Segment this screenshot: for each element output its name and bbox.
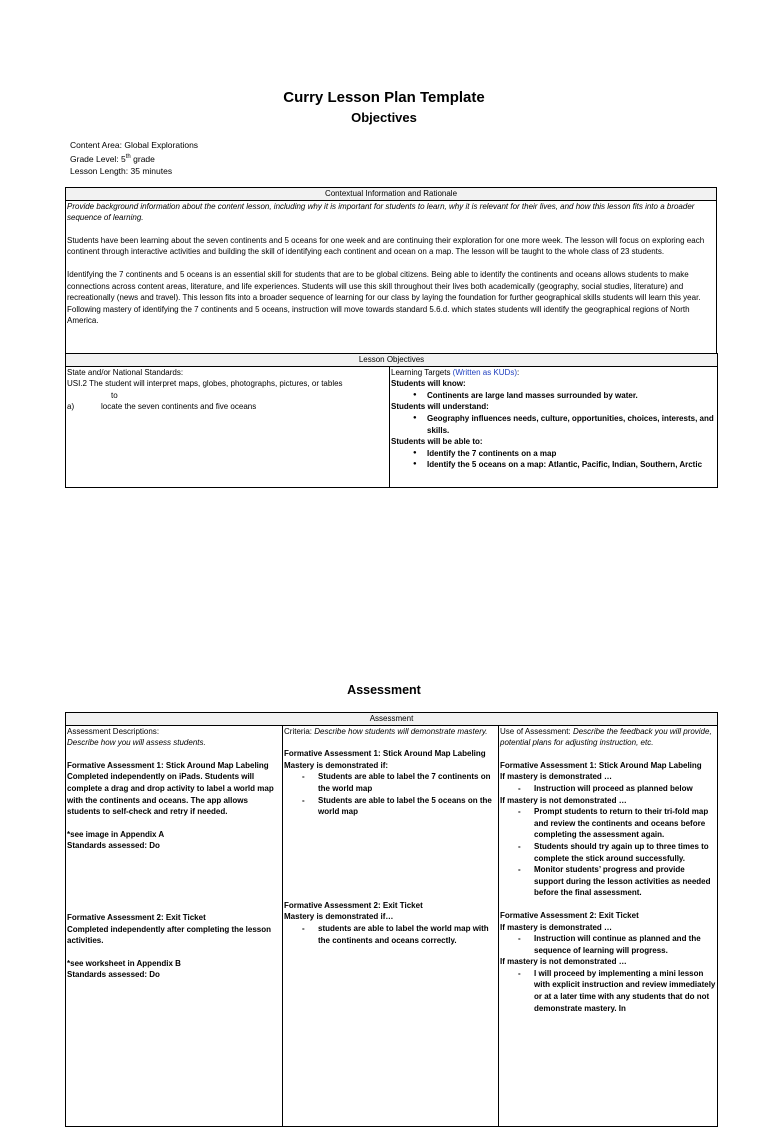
fa2-criteria-title: Formative Assessment 2: Exit Ticket <box>284 900 423 910</box>
col2-prompt: Describe how students will demonstrate mastery. <box>314 726 488 736</box>
content-area <box>70 139 198 151</box>
context-paragraph-2: Identifying the 7 continents and 5 oceans is an essential skill for students that are to be global citizens. Being able to identify the continents and oceans allows students to make connections across content areas, literature, and life experiences. Students will use this skill throughout their lives both academically (geography, social studies, literature) and recreationally (news and travel). This lesson fits into a broader sequence of learning for our class by laying the foundation for further geographical skills students will learn this year. Following mastery of identifying the 7 continents and 5 oceans, instruction will move towards standard 5.6.d. which states students will identify the geographical regions of North America. <box>67 269 701 326</box>
objectives-table <box>65 353 718 488</box>
fa1-use-yes-list <box>500 783 716 795</box>
col3-colon: : <box>568 726 573 736</box>
standard-line: USI.2 The student will interpret maps, globes, photographs, pictures, or tables <box>67 379 343 389</box>
criteria-item: - Students are able to label the 5 oceans on the world map <box>318 795 497 818</box>
grade-level <box>70 151 198 165</box>
context-table <box>65 187 717 356</box>
col2-colon: : <box>309 726 315 736</box>
use-item: - I will proceed by implementing a mini lesson with explicit instruction and review immediately or at a later time with any students that do not demonstrate mastery. In <box>534 968 716 1014</box>
fa1-use-if-no: If mastery is not demonstrated … <box>500 795 627 805</box>
assessment-descriptions-cell <box>66 725 283 1126</box>
able-list <box>391 448 716 471</box>
lesson-meta <box>70 139 198 177</box>
fa2-criteria-lead: Mastery is demonstrated if… <box>284 912 394 922</box>
assessment-header: Assessment <box>66 713 718 726</box>
able-label: Students will be able to: <box>391 437 483 447</box>
content-area-value: Global Explorations <box>124 140 199 150</box>
standard-item <box>67 401 388 413</box>
know-label: Students will know: <box>391 379 466 389</box>
col3-heading <box>500 726 716 749</box>
fa2-use-title: Formative Assessment 2: Exit Ticket <box>500 910 639 920</box>
able-item: ● Identify the 5 oceans on a map: Atlantic, Pacific, Indian, Southern, Arctic <box>427 459 716 471</box>
grade-level-superscript: th <box>125 154 131 160</box>
understand-label: Students will understand: <box>391 402 489 412</box>
fa2-description: Completed independently after completing the lesson activities. <box>67 924 272 946</box>
know-item: ● Continents are large land masses surrounded by water. <box>427 390 716 402</box>
section-title-assessment: Assessment <box>347 683 421 697</box>
use-item: - Instruction will continue as planned and the sequence of learning will progress. <box>534 933 716 956</box>
use-item: - Prompt students to return to their tri-fold map and review the continents and oceans before completing the assessment again. <box>534 806 716 841</box>
lesson-length <box>70 165 198 177</box>
col3-prompt: Describe the feedback you will provide, potential plans for adjusting instruction, etc. <box>500 726 712 748</box>
fa1-criteria-lead: Mastery is demonstrated if: <box>284 760 389 770</box>
able-item: ● Identify the 7 continents on a map <box>427 448 716 460</box>
fa1-use-title: Formative Assessment 1: Stick Around Map Labeling <box>500 760 702 770</box>
section-title-objectives: Objectives <box>351 110 417 125</box>
fa1-criteria-title: Formative Assessment 1: Stick Around Map Labeling <box>284 749 486 759</box>
fa1-standards: Standards assessed: Do <box>67 841 160 851</box>
fa1-use-no-list <box>500 806 716 899</box>
col3-label: Use of Assessment <box>500 726 569 736</box>
lesson-length-label: Lesson Length: <box>70 165 131 176</box>
fa1-description: Completed independently on iPads. Students will complete a drag and drop activity to label a world map with the continents and oceans. The app allows students to self-check and retry if needed. <box>67 772 274 817</box>
fa2-use-if-yes: If mastery is demonstrated … <box>500 922 613 932</box>
standard-item-marker: a) <box>67 402 75 412</box>
fa2-use-no-list <box>500 968 716 1014</box>
targets-colon: : <box>516 367 520 377</box>
criteria-item: - students are able to label the world map with the continents and oceans correctly. <box>318 923 497 946</box>
understand-item: ● Geography influences needs, culture, opportunities, choices, interests, and skills. <box>427 413 716 436</box>
fa1-use-if-yes: If mastery is demonstrated … <box>500 772 613 782</box>
grade-level-suffix: grade <box>130 153 155 164</box>
fa1-title: Formative Assessment 1: Stick Around Map Labeling <box>67 760 269 770</box>
fa2-standards: Standards assessed: Do <box>67 970 160 980</box>
understand-list <box>391 413 716 436</box>
fa2-use-yes-list <box>500 933 716 956</box>
standard-to: to <box>111 390 118 400</box>
col1-heading <box>67 726 281 738</box>
criteria-item: - Students are able to label the 7 continents on the world map <box>318 771 497 794</box>
grade-level-number: 5 <box>121 153 126 164</box>
use-of-assessment-cell <box>499 725 718 1126</box>
fa1-criteria-list <box>284 771 497 817</box>
standard-item-text: locate the seven continents and five oceans <box>101 402 257 412</box>
use-item: - Students should try again up to three times to complete the stick around successfully. <box>534 841 716 864</box>
context-body <box>66 200 717 355</box>
col1-label: Assessment Descriptions <box>67 726 157 736</box>
context-prompt: Provide background information about the content lesson, including why it is important for students to learn, why it is relevant for their lives, and how this lesson fits into a broader sequence of learning. <box>67 201 695 223</box>
assessment-table <box>65 712 718 1127</box>
targets-cell <box>390 366 718 487</box>
standards-label: State and/or National Standards: <box>67 367 184 377</box>
document-title: Curry Lesson Plan Template <box>283 89 485 106</box>
fa2-title: Formative Assessment 2: Exit Ticket <box>67 912 206 922</box>
content-area-label: Content Area: <box>70 140 125 150</box>
fa1-note: *see image in Appendix A <box>67 829 165 839</box>
context-header: Contextual Information and Rationale <box>66 188 717 201</box>
use-item: - Monitor students’ progress and provide support during the lesson activities as needed before the final assessment. <box>534 864 716 899</box>
know-list <box>391 390 716 402</box>
targets-label <box>391 367 716 379</box>
use-item: - Instruction will proceed as planned below <box>534 783 716 795</box>
standards-cell <box>66 366 390 487</box>
col1-colon: : <box>156 726 160 736</box>
col1-prompt: Describe how you will assess students. <box>67 738 206 748</box>
targets-kuds: (Written as KUDs) <box>452 367 517 377</box>
col2-label: Criteria <box>284 726 310 736</box>
fa2-criteria-list <box>284 923 497 946</box>
fa2-use-if-no: If mastery is not demonstrated … <box>500 957 627 967</box>
criteria-cell <box>283 725 499 1126</box>
fa2-note: *see worksheet in Appendix B <box>67 958 181 968</box>
context-paragraph-1: Students have been learning about the seven continents and 5 oceans for one week and are continuing their exploration for one more week. The lesson will focus on exploring each continent through interactive activities and building the skill of identifying each continent and ocean on a map. The lesson will be taught to the whole class of 23 students. <box>67 235 705 257</box>
objectives-header: Lesson Objectives <box>66 354 718 367</box>
grade-level-label: Grade Level: <box>70 153 122 164</box>
lesson-length-value: 35 minutes <box>130 165 173 176</box>
col2-heading <box>284 726 497 738</box>
targets-label-text: Learning Targets <box>391 367 453 377</box>
